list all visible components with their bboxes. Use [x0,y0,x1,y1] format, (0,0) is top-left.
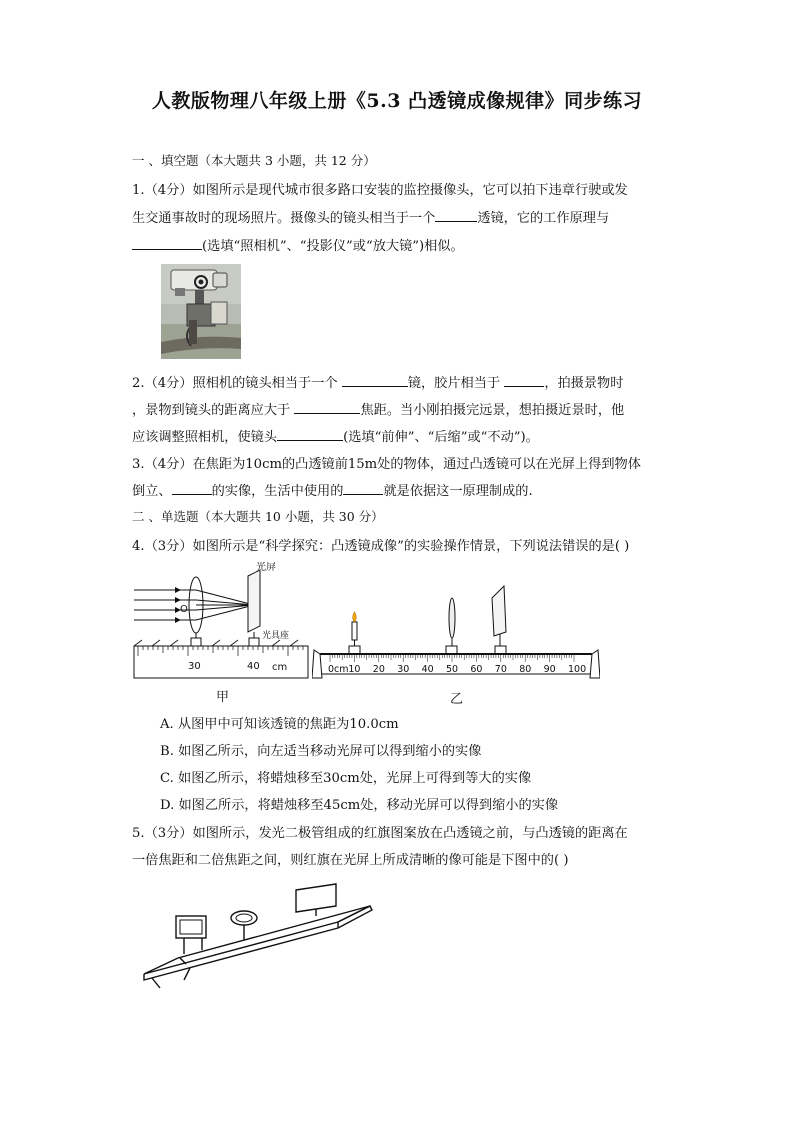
answer-blank [277,428,343,441]
q3-text: 的实像，生活中使用的 [211,484,344,499]
q3-line-1: 3.（4分）在焦距为10cm的凸透镜前15m处的物体，通过凸透镜可以在光屏上得到物体 [132,457,641,472]
tick-label: 100 [568,664,587,675]
answer-blank [435,209,477,222]
tick-label: 20 [372,664,385,675]
q1-line-3 [132,235,464,254]
surveillance-camera-photo [161,264,241,359]
answer-blank [343,482,383,495]
q1-line-2 [132,207,609,226]
label-screen: 光屏 [256,562,276,573]
q2-text: 2.（4分）照相机的镜头相当于一个 [132,376,342,391]
caption-jia: 甲 [216,690,230,705]
tick-label: 40 [247,661,260,672]
answer-blank [342,374,408,387]
q5-line-2: 一倍焦距和二倍焦距之间，则红旗在光屏上所成清晰的像可能是下图中的( ) [132,853,569,868]
tick-label: 60 [470,664,483,675]
answer-blank [132,237,202,250]
q2-text: ，景物到镜头的距离应大于 [132,403,295,418]
tick-label: 80 [519,664,532,675]
figure-flag-lens-screen [140,880,376,990]
label-optical-center: O [180,604,188,615]
q2-text: 镜，胶片相当于 [407,376,505,391]
option-c[interactable]: C. 如图乙所示，将蜡烛移至30cm处，光屏上可得到等大的实像 [160,771,532,786]
q1-text: 透镜，它的工作原理与 [477,211,610,226]
q3-text: 倒立、 [132,484,172,499]
q3-line-2 [132,480,533,499]
q2-line-3 [132,426,539,445]
q1-text: 生交通事故时的现场照片。摄像头的镜头相当于一个 [132,211,436,226]
q3-text: 就是依据这一原理制成的. [383,484,533,499]
q2-line-1 [132,372,623,391]
answer-blank [294,401,360,414]
tick-label: 90 [543,664,556,675]
tick-label: 70 [494,664,507,675]
tick-label: 30 [188,661,201,672]
q2-text: 应该调整照相机，使镜头 [132,430,278,445]
q2-text: 焦距。当小刚拍摄完远景，想拍摄近景时，他 [360,403,625,418]
tick-label: 10 [348,664,361,675]
page-title: 人教版物理八年级上册《5.3 凸透镜成像规律》同步练习 [151,90,643,112]
answer-blank [504,374,544,387]
q1-line-1: 1.（4分）如图所示是现代城市很多路口安装的监控摄像头，它可以拍下违章行驶或发 [132,183,628,198]
figure-yi-optical-bench [312,580,600,680]
option-a[interactable]: A. 从图甲中可知该透镜的焦距为10.0cm [160,717,399,732]
answer-blank [172,482,212,495]
q2-line-2 [132,399,624,418]
q5-line-1: 5.（3分）如图所示，发光二极管组成的红旗图案放在凸透镜之前，与凸透镜的距离在 [132,826,628,841]
q4-stem: 4.（3分）如图所示是“科学探究：凸透镜成像”的实验操作情景，下列说法错误的是( ) [132,539,630,554]
figure-jia-focal-length [132,562,312,686]
tick-label: 0cm [328,664,349,675]
tick-label: 50 [446,664,459,675]
q2-text: (选填“前伸”、“后缩”或“不动”)。 [343,430,539,445]
label-optical-bench: 光具座 [262,631,290,641]
tick-label: 40 [421,664,434,675]
section-heading-single-choice: 二 、单选题（本大题共 10 小题，共 30 分） [132,509,384,524]
tick-label: 30 [397,664,410,675]
section-heading-fill-blank: 一 、填空题（本大题共 3 小题，共 12 分） [132,153,376,168]
option-b[interactable]: B. 如图乙所示，向左适当移动光屏可以得到缩小的实像 [160,744,482,759]
option-d[interactable]: D. 如图乙所示，将蜡烛移至45cm处，移动光屏可以得到缩小的实像 [160,798,559,813]
q2-text: ，拍摄景物时 [544,376,624,391]
caption-yi: 乙 [450,692,464,707]
q1-text: (选填“照相机”、“投影仪”或“放大镜”)相似。 [202,239,464,254]
tick-label: cm [272,662,288,673]
